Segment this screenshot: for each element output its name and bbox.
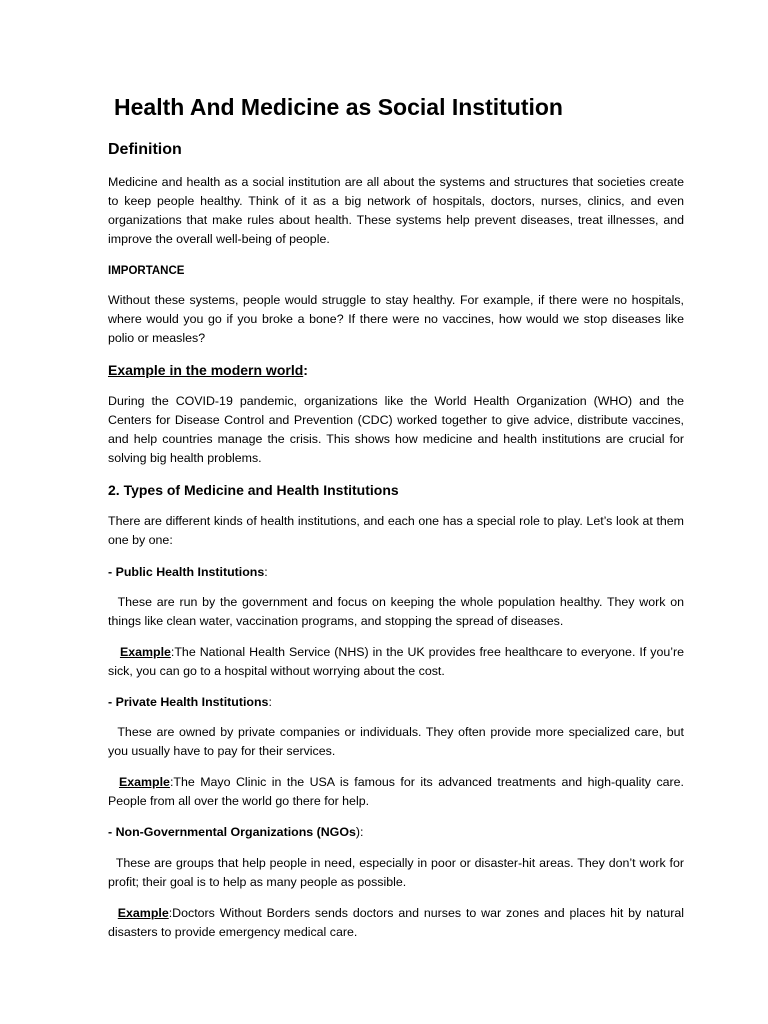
section-description-public: These are run by the government and focus on keeping the whole population healthy. They work on things like clean water, vaccination programs, and stopping the spread of diseases. [108, 595, 688, 628]
importance-paragraph: Without these systems, people would struggle to stay healthy. For example, if there were no hospitals, where would you go if you broke a bone? If there were no vaccines, how would we stop diseases like polio or measles? [108, 293, 684, 345]
section-heading-ngo-suffix: ): [355, 825, 364, 839]
modern-example-heading-text: Example in the modern world [108, 362, 304, 378]
importance-heading: IMPORTANCE [108, 265, 185, 277]
example-text: :Doctors Without Borders sends doctors and nurses to war zones and places hit by natural disasters to provide emergency medical care. [108, 906, 688, 939]
example-label: Example [119, 645, 171, 659]
section-heading-public [108, 563, 268, 582]
example-indent [108, 645, 120, 659]
definition-paragraph: Medicine and health as a social institution are all about the systems and structures that societies create to keep people healthy. Think of it as a big network of hospitals, doctors, nurses, clinics, and even organizations that make rules about health. These systems help prevent diseases, treat illnesses, and improve the overall well-being of people. [108, 175, 684, 246]
definition-heading: Definition [108, 141, 182, 158]
types-intro-paragraph: There are different kinds of health institutions, and each one has a special role to play. Let’s look at them one by one: [108, 514, 684, 547]
section-heading-private-suffix: : [268, 695, 272, 709]
modern-example-paragraph: During the COVID-19 pandemic, organizations like the World Health Organization (WHO) and the Centers for Disease Control and Prevention (CDC) worked together to give advice, distribute vaccines, and help countries manage the crisis. This shows how medicine and health institutions are crucial for solving big health problems. [108, 394, 684, 465]
example-indent [108, 906, 118, 920]
section-heading-private [108, 693, 272, 712]
section-heading-ngo-prefix: - [108, 825, 116, 839]
document-title: Health And Medicine as Social Institution [114, 94, 563, 120]
section-heading-private-prefix: - [108, 695, 116, 709]
section-heading-private-name: Private Health Institutions [115, 695, 269, 709]
section-description-ngo: These are groups that help people in need, especially in poor or disaster-hit areas. They don’t work for profit; their goal is to help as many people as possible. [108, 856, 688, 889]
section-heading-public-suffix: : [264, 565, 268, 579]
section-heading-ngo [108, 823, 363, 842]
modern-example-heading [108, 359, 308, 381]
example-text: :The National Health Service (NHS) in the UK provides free healthcare to everyone. If you’re sick, you can go to a hospital without worrying about the cost. [108, 645, 688, 678]
example-text: :The Mayo Clinic in the USA is famous for its advanced treatments and high-quality care. People from all over the world go there for help. [108, 775, 688, 808]
section-description-private: These are owned by private companies or individuals. They often provide more specialized care, but you usually have to pay for their services. [108, 725, 688, 758]
section-example-public [108, 643, 688, 681]
example-label: Example [117, 906, 169, 920]
types-heading: 2. Types of Medicine and Health Institutions [108, 482, 399, 498]
section-heading-public-prefix: - [108, 565, 116, 579]
section-example-ngo [108, 904, 688, 942]
modern-example-heading-colon: : [303, 362, 308, 378]
section-heading-public-name: Public Health Institutions [115, 565, 265, 579]
example-indent [108, 775, 119, 789]
section-heading-ngo-name: Non-Governmental Organizations (NGOs [115, 825, 356, 839]
example-label: Example [118, 775, 170, 789]
section-example-private [108, 773, 688, 811]
